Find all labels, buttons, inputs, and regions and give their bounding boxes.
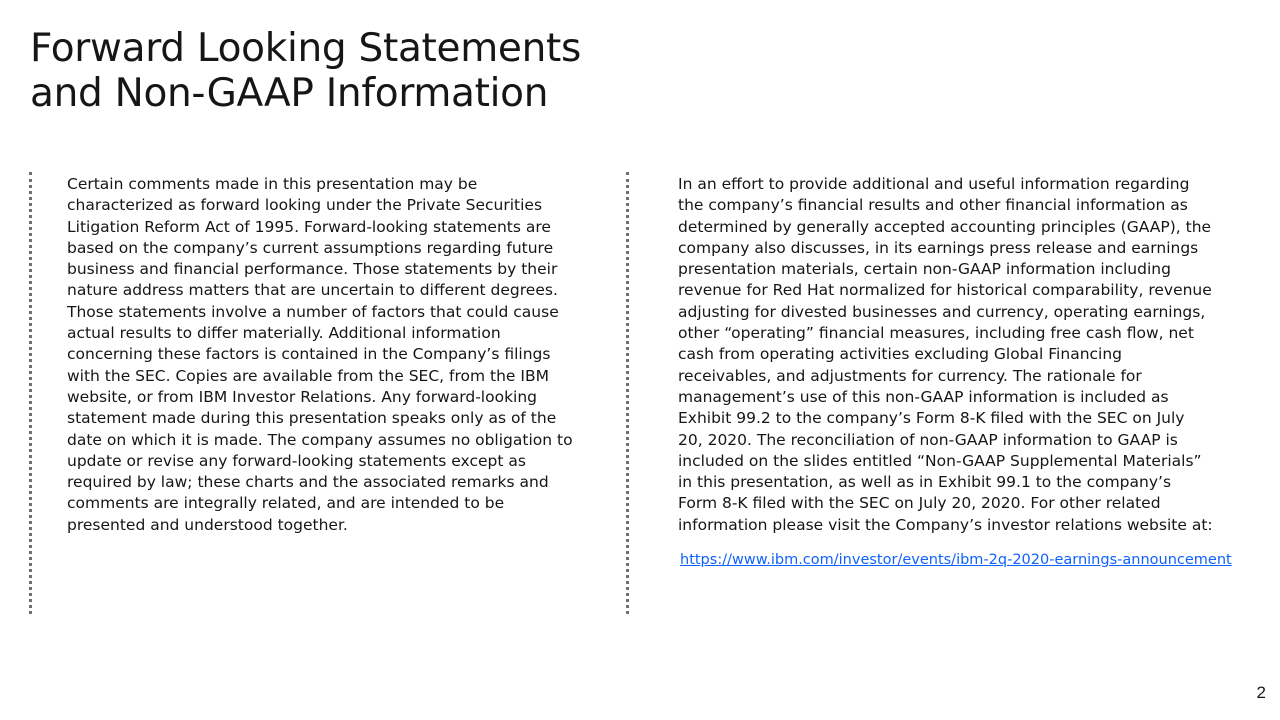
- text-line: presentation materials, certain non-GAAP information including: [678, 260, 1171, 279]
- right-dotted-divider: [626, 172, 629, 614]
- page-number: 2: [1256, 683, 1266, 702]
- text-line: the company’s financial results and other financial information as: [678, 196, 1188, 215]
- text-line: Form 8-K filed with the SEC on July 20, 2020. For other related: [678, 494, 1161, 513]
- text-line: business and financial performance. Those statements by their: [67, 260, 558, 279]
- text-line: statement made during this presentation speaks only as of the: [67, 409, 557, 428]
- non-gaap-information-paragraph: [678, 174, 1258, 536]
- text-line: company also discusses, in its earnings press release and earnings: [678, 238, 1199, 257]
- text-line: required by law; these charts and the associated remarks and: [67, 473, 549, 492]
- left-dotted-divider: [29, 172, 32, 614]
- text-line: website, or from IBM Investor Relations. Any forward-looking: [67, 387, 538, 406]
- text-line: included on the slides entitled “Non-GAAP Supplemental Materials”: [678, 451, 1202, 470]
- text-line: update or revise any forward-looking statements except as: [67, 451, 526, 470]
- text-line: Those statements involve a number of factors that could cause: [67, 302, 559, 321]
- text-line: Litigation Reform Act of 1995. Forward-looking statements are: [67, 217, 551, 236]
- text-line: date on which it is made. The company assumes no obligation to: [67, 430, 573, 449]
- text-line: In an effort to provide additional and useful information regarding: [678, 175, 1190, 193]
- text-line: 20, 2020. The reconciliation of non-GAAP information to GAAP is: [678, 430, 1178, 449]
- page-title-line-2: and Non-GAAP Information: [30, 71, 549, 116]
- text-line: determined by generally accepted accounting principles (GAAP), the: [678, 217, 1212, 236]
- text-line: receivables, and adjustments for currency. The rationale for: [678, 366, 1142, 385]
- page-title-line-1: Forward Looking Statements: [30, 26, 582, 71]
- text-line: comments are integrally related, and are intended to be: [67, 494, 505, 513]
- text-line: nature address matters that are uncertain to different degrees.: [67, 281, 558, 300]
- text-line: Exhibit 99.2 to the company’s Form 8-K filed with the SEC on July: [678, 409, 1185, 428]
- text-line: management’s use of this non-GAAP information is included as: [678, 387, 1169, 406]
- text-line: information please visit the Company’s investor relations website at:: [678, 515, 1213, 534]
- text-line: cash from operating activities excluding Global Financing: [678, 345, 1123, 364]
- text-line: Certain comments made in this presentation may be: [67, 175, 478, 193]
- text-line: actual results to differ materially. Additional information: [67, 324, 501, 343]
- text-line: with the SEC. Copies are available from the SEC, from the IBM: [67, 366, 549, 385]
- text-line: based on the company’s current assumptions regarding future: [67, 238, 554, 257]
- text-line: revenue for Red Hat normalized for historical comparability, revenue: [678, 281, 1212, 300]
- forward-looking-statements-paragraph: [67, 174, 602, 536]
- text-line: other “operating” financial measures, including free cash flow, net: [678, 324, 1194, 343]
- text-line: concerning these factors is contained in the Company’s filings: [67, 345, 551, 364]
- text-line: in this presentation, as well as in Exhibit 99.1 to the company’s: [678, 473, 1172, 492]
- text-line: characterized as forward looking under the Private Securities: [67, 196, 543, 215]
- text-line: presented and understood together.: [67, 515, 348, 534]
- page-title: [30, 26, 581, 116]
- text-line: adjusting for divested businesses and currency, operating earnings,: [678, 302, 1206, 321]
- investor-relations-link[interactable]: https://www.ibm.com/investor/events/ibm-2q-2020-earnings-announcement: [680, 552, 1232, 568]
